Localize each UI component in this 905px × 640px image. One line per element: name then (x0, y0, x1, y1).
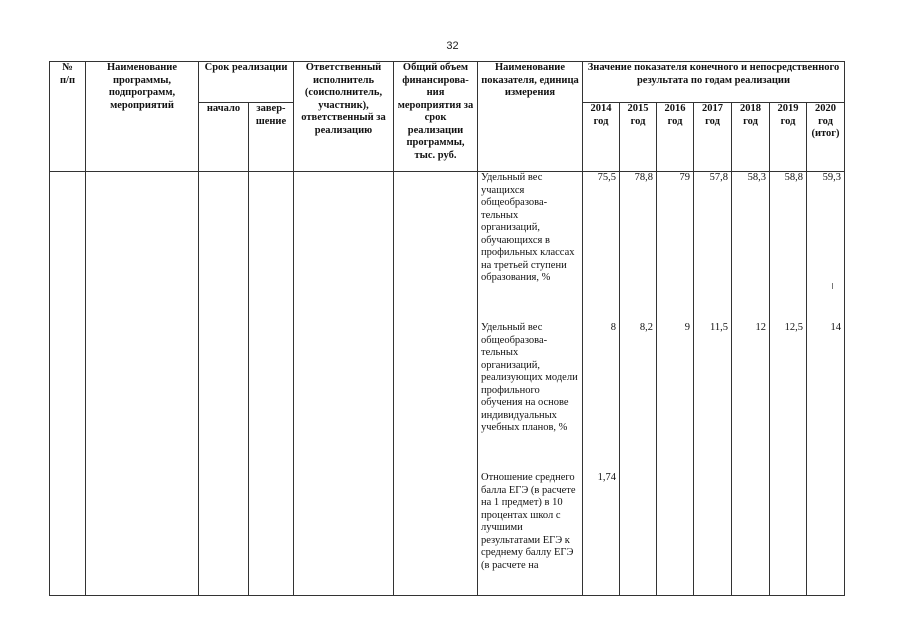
year-label: 2015 (627, 103, 649, 114)
value-2019: 12,5 (784, 322, 803, 333)
value-2018: 58,3 (747, 172, 766, 183)
year-sublabel: год (593, 115, 609, 127)
indicator-name: Удельный вес учащихся общеобразова-тельных организаций, обучающихся в профильных классах на третьей ступени образования, % (481, 172, 575, 283)
value-2018: 12 (755, 322, 766, 333)
header-year-2018 (732, 103, 770, 172)
year-label: 2014 (590, 103, 612, 114)
value-2020: 14 (830, 322, 841, 333)
cell-funding (394, 172, 478, 596)
header-values-title: Значение показателя конечного и непосредственного результата по годам реализации (583, 62, 845, 103)
value-2020: 59,3 (822, 172, 841, 183)
value-2016: 79 (679, 172, 690, 183)
header-period-start: начало (199, 103, 249, 172)
cell-period-start (199, 172, 249, 596)
cell-name (86, 172, 199, 596)
header-year-2019 (770, 103, 807, 172)
header-funding: Общий объем финансирова-ния мероприятия за срок реализации программы, тыс. руб. (394, 62, 478, 172)
cell-values-2016 (657, 172, 694, 596)
cell-values-2018 (732, 172, 770, 596)
value-2016 (659, 472, 690, 592)
header-year-2016 (657, 103, 694, 172)
value-2014: 1,74 (597, 472, 616, 483)
value-2015: 8,2 (639, 322, 653, 333)
year-label: 2020 (815, 103, 836, 114)
header-year-2014 (583, 103, 620, 172)
value-2017 (696, 472, 728, 592)
cell-values-2015 (620, 172, 657, 596)
scan-mark (832, 283, 833, 289)
page-number: 32 (446, 40, 459, 52)
header-period: Срок реализации (199, 62, 294, 103)
year-sublabel: год (итог) (811, 115, 840, 139)
value-2018 (734, 472, 766, 592)
year-label: 2017 (702, 103, 723, 114)
value-2017: 11,5 (710, 322, 728, 333)
cell-executor (294, 172, 394, 596)
value-2015 (622, 472, 653, 592)
cell-values-2019 (770, 172, 807, 596)
cell-values-2020 (807, 172, 845, 596)
year-label: 2019 (777, 103, 799, 114)
year-sublabel: год (667, 115, 683, 127)
indicator-table (49, 61, 845, 596)
value-2019 (772, 472, 803, 592)
cell-values-2017 (694, 172, 732, 596)
indicator-name: Отношение среднего балла ЕГЭ (в расчете на 1 предмет) в 10 процентах школ с лучшими результатами ЕГЭ к среднему баллу ЕГЭ (в расчете на (481, 472, 576, 571)
header-year-2017 (694, 103, 732, 172)
value-2015: 78,8 (634, 172, 653, 183)
header-year-2020 (807, 103, 845, 172)
cell-indicators (478, 172, 583, 596)
header-name: Наименование программы, подпрограмм, мероприятий (86, 62, 199, 172)
year-label: 2016 (664, 103, 686, 114)
value-2014: 8 (610, 322, 616, 333)
value-2016: 9 (684, 322, 690, 333)
header-indicator: Наименование показателя, единица измерения (478, 62, 583, 172)
value-2020 (809, 472, 841, 592)
header-executor: Ответственный исполнитель (соисполнитель, участник), ответственный за реализацию (294, 62, 394, 172)
year-label: 2018 (740, 103, 761, 114)
indicator-name: Удельный вес общеобразова-тельных организаций, реализующих модели профильного обучения на основе индивидуальных учебных планов, % (481, 322, 578, 433)
year-sublabel: год (630, 115, 646, 127)
value-2019: 58,8 (784, 172, 803, 183)
cell-num (50, 172, 86, 596)
value-2017: 57,8 (709, 172, 728, 183)
value-2014: 75,5 (597, 172, 616, 183)
cell-values-2014 (583, 172, 620, 596)
header-year-2015 (620, 103, 657, 172)
year-sublabel: год (705, 115, 720, 127)
header-period-end: завер-шение (249, 103, 294, 172)
cell-period-end (249, 172, 294, 596)
year-sublabel: год (743, 115, 758, 127)
header-num: № п/п (50, 62, 86, 172)
year-sublabel: год (780, 115, 796, 127)
